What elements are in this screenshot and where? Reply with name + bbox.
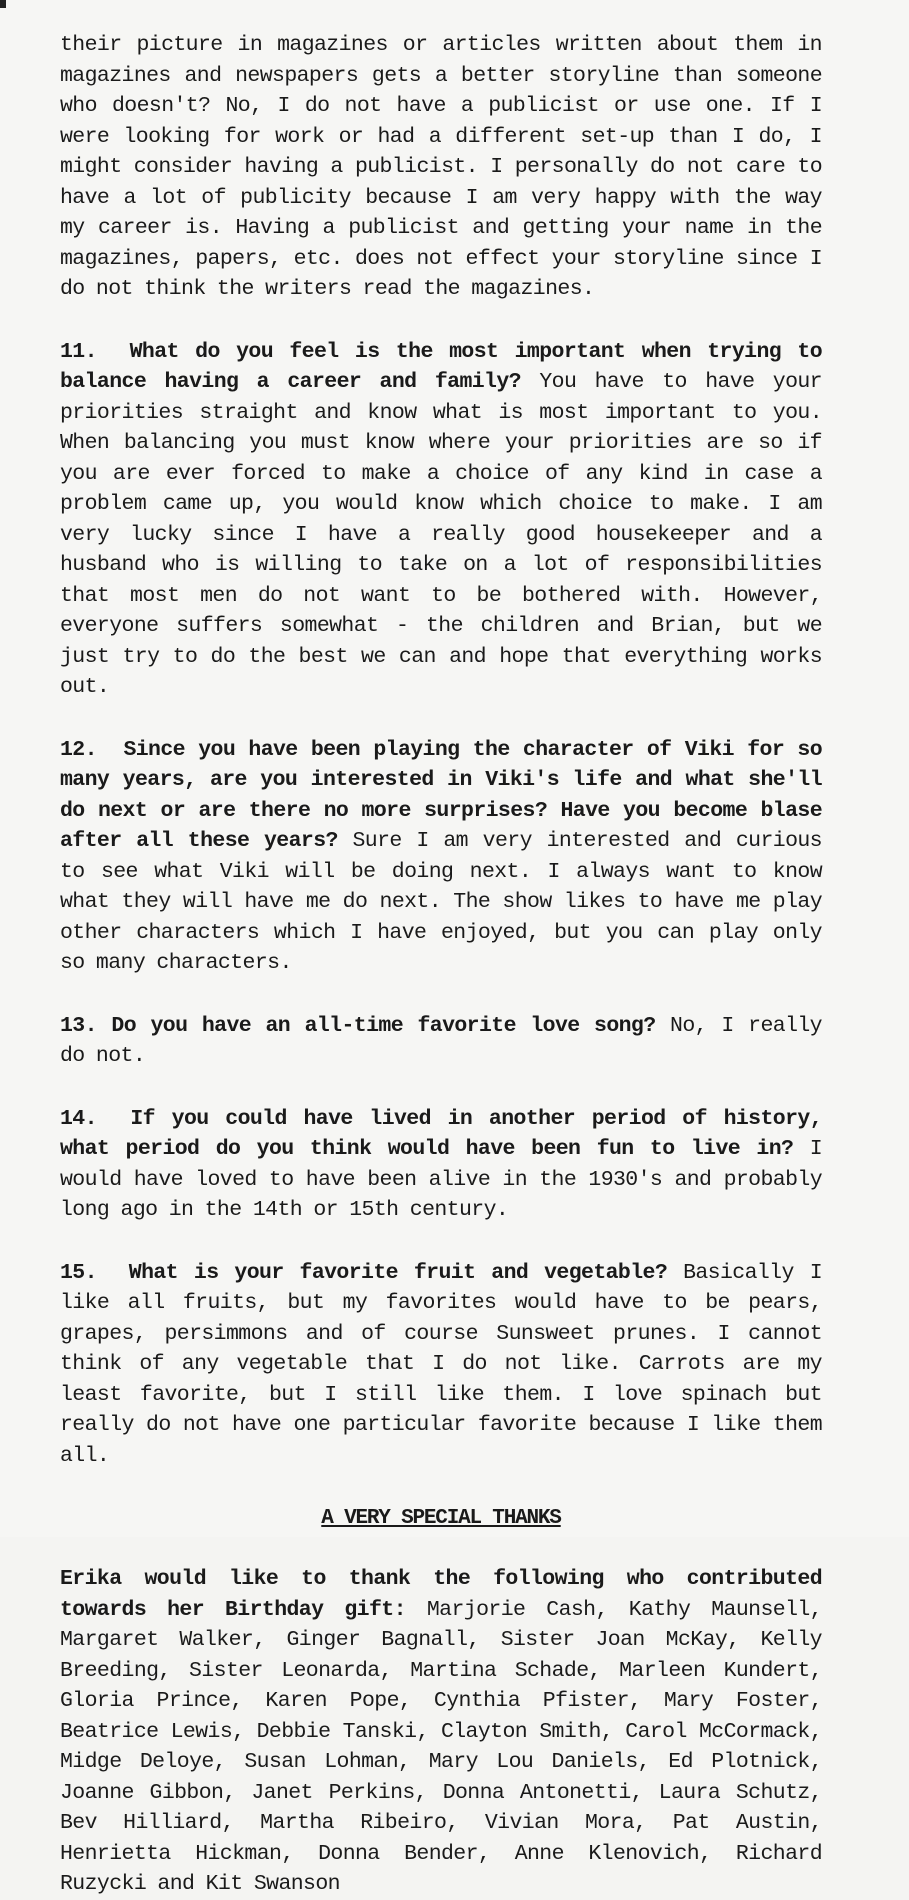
qa-item-11 [60, 337, 822, 703]
thanks-paragraph [60, 1564, 822, 1900]
qa-question: Since you have been playing the character of Viki for so many years, are you interested in Viki's life and what she'll do next or are there no more surprises? Have you become blase after all these years? [60, 737, 822, 853]
qa-number: 12. [60, 737, 97, 762]
document-body [60, 30, 822, 1900]
qa-answer: Sure I am very interested and curious to see what Viki will be doing next. I always want to know what they will have me do next. The show likes to have me play other characters which I have enjoyed, but you can play only so many characters. [60, 829, 822, 975]
thanks-heading: A VERY SPECIAL THANKS [321, 1507, 561, 1530]
intro-paragraph [60, 30, 822, 305]
qa-answer: No, I really do not. [60, 1013, 822, 1068]
qa-question: If you could have lived in another period of history, what period do you think would have been fun to live in? [60, 1106, 822, 1161]
qa-item-13 [60, 1011, 822, 1072]
intro-text: their picture in magazines or articles written about them in magazines and newspapers gets a better storyline than someone who doesn't? No, I do not have a publicist or use one. If I were looking for work or had a different set-up than I do, I might consider having a publicist. I personally do not care to have a lot of publicity because I am very happy with the way my career is. Having a publicist and getting your name in the magazines, papers, etc. does not effect your storyline since I do not think the writers read the magazines. [60, 33, 822, 301]
qa-answer: You have to have your priorities straight and know what is most important to you. When balancing you must know where your priorities are so if you are ever forced to make a choice of any kind in case a problem came up, you would know which choice to make. I am very lucky since I have a really good housekeeper and a husband who is willing to take on a lot of responsibilities that most men do not want to be bothered with. However, everyone suffers somewhat - the children and Brian, but we just try to do the best we can and hope that everything works out. [60, 370, 822, 699]
qa-question: What do you feel is the most important when trying to balance having a career and family? [60, 339, 822, 394]
scan-corner-mark [0, 0, 6, 8]
qa-item-15 [60, 1258, 822, 1472]
qa-answer: I would have loved to have been alive in the 1930's and probably long ago in the 14th or 15th century. [60, 1137, 822, 1222]
qa-item-14 [60, 1104, 822, 1226]
qa-answer: Basically I like all fruits, but my favorites would have to be pears, grapes, persimmons and of course Sunsweet prunes. I cannot think of any vegetable that I do not like. Carrots are my least favorite, but I still like them. I love spinach but really do not have one particular favorite because I like them all. [60, 1260, 822, 1468]
qa-number: 14. [60, 1106, 97, 1131]
qa-number: 13. [60, 1013, 97, 1038]
qa-question: Do you have an all-time favorite love song? [111, 1013, 656, 1038]
thanks-names: Marjorie Cash, Kathy Maunsell, Margaret Walker, Ginger Bagnall, Sister Joan McKay, Kelly Breeding, Sister Leonarda, Martina Schade, Marleen Kundert, Gloria Prince, Karen Pope, Cynthia Pfister, Mary Foster, Beatrice Lewis, Debbie Tanski, Clayton Smith, Carol McCormack, Midge Deloye, Susan Lohman, Mary Lou Daniels, Ed Plotnick, Joanne Gibbon, Janet Perkins, Donna Antonetti, Laura Schutz, Bev Hilliard, Martha Ribeiro, Vivian Mora, Pat Austin, Henrietta Hickman, Donna Bender, Anne Klenovich, Richard Ruzycki and Kit Swanson [60, 1597, 822, 1896]
thanks-lead: Erika would like to thank the following who contributed towards her Birthday gift: [60, 1567, 822, 1622]
qa-question: What is your favorite fruit and vegetable? [128, 1260, 668, 1285]
qa-number: 11. [60, 339, 97, 364]
qa-item-12 [60, 735, 822, 979]
qa-number: 15. [60, 1260, 97, 1285]
